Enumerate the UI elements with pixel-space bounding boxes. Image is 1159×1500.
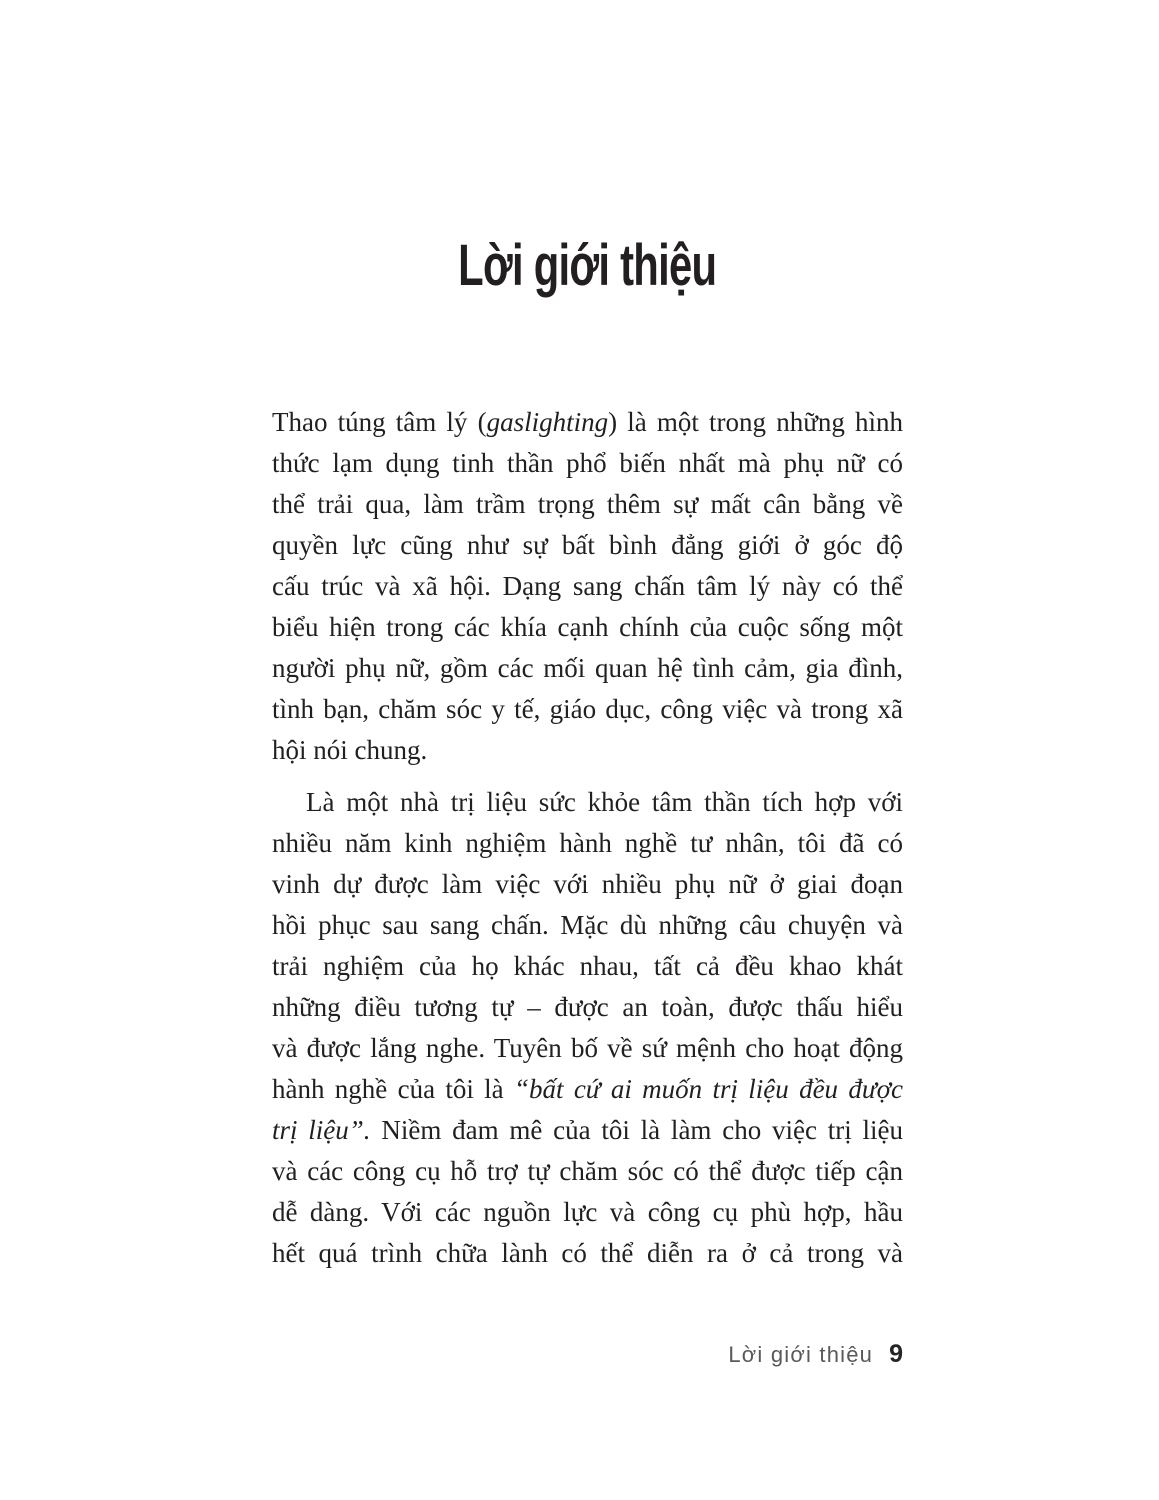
text-line — [272, 1069, 903, 1110]
paragraph — [272, 402, 903, 771]
text-line — [272, 566, 903, 607]
text-run: thể trải qua, làm trầm trọng thêm sự mất cân bằng về — [272, 489, 903, 519]
text-run: hết quá trình chữa lành có thể diễn ra ở cả trong và — [272, 1238, 903, 1268]
text-line — [272, 905, 903, 946]
text-run: và các công cụ hỗ trợ tự chăm sóc có thể được tiếp cận — [272, 1156, 903, 1186]
italic-run: trị liệu”. — [272, 1115, 371, 1145]
text-run: nhiều năm kinh nghiệm hành nghề tư nhân, tôi đã có — [272, 828, 903, 858]
text-line — [272, 730, 903, 771]
text-line — [272, 823, 903, 864]
text-line — [272, 1028, 903, 1069]
footer-section-label: Lời giới thiệu — [728, 1342, 874, 1367]
text-line — [272, 782, 903, 823]
footer-page-number: 9 — [889, 1340, 903, 1368]
text-run: tình bạn, chăm sóc y tế, giáo dục, công việc và trong xã — [272, 694, 903, 724]
text-run: quyền lực cũng như sự bất bình đẳng giới ở góc độ — [272, 530, 903, 560]
text-run: thức lạm dụng tinh thần phổ biến nhất mà phụ nữ có — [272, 448, 903, 478]
text-line — [272, 607, 903, 648]
text-line — [272, 1151, 903, 1192]
text-line — [272, 525, 903, 566]
text-line — [272, 402, 903, 443]
text-run: hồi phục sau sang chấn. Mặc dù những câu chuyện và — [272, 910, 903, 940]
text-line — [272, 864, 903, 905]
text-line — [272, 689, 903, 730]
text-run: người phụ nữ, gồm các mối quan hệ tình cảm, gia đình, — [272, 653, 903, 683]
text-line — [272, 443, 903, 484]
chapter-title-container — [272, 233, 903, 311]
paragraph — [272, 782, 903, 1274]
text-run: Là một nhà trị liệu sức khỏe tâm thần tích hợp với — [306, 787, 903, 817]
chapter-title: Lời giới thiệu — [458, 233, 717, 298]
text-line — [272, 987, 903, 1028]
text-run: hội nói chung. — [272, 735, 428, 765]
text-line — [272, 946, 903, 987]
text-line — [272, 1110, 903, 1151]
text-line — [272, 1233, 903, 1274]
italic-run: gaslighting — [486, 407, 609, 437]
text-run: ) là một trong những hình — [608, 407, 903, 437]
text-line — [272, 1192, 903, 1233]
body-text — [272, 402, 903, 1274]
text-run: hành nghề của tôi là — [272, 1074, 514, 1104]
text-run: biểu hiện trong các khía cạnh chính của cuộc sống một — [272, 612, 903, 642]
text-run: trải nghiệm của họ khác nhau, tất cả đều khao khát — [272, 951, 903, 981]
text-run: những điều tương tự – được an toàn, được thấu hiểu — [272, 992, 903, 1022]
text-run: vinh dự được làm việc với nhiều phụ nữ ở giai đoạn — [272, 869, 903, 899]
text-run: và được lắng nghe. Tuyên bố về sứ mệnh cho hoạt động — [272, 1033, 903, 1063]
text-run: Thao túng tâm lý ( — [272, 407, 487, 437]
text-run: Niềm đam mê của tôi là làm cho việc trị liệu — [370, 1115, 903, 1145]
text-line — [272, 648, 903, 689]
text-line — [272, 484, 903, 525]
page-footer — [728, 1340, 903, 1369]
text-run: dễ dàng. Với các nguồn lực và công cụ phù hợp, hầu — [272, 1197, 903, 1227]
text-run: cấu trúc và xã hội. Dạng sang chấn tâm lý này có thể — [272, 571, 903, 601]
italic-run: “bất cứ ai muốn trị liệu đều được — [513, 1074, 903, 1104]
